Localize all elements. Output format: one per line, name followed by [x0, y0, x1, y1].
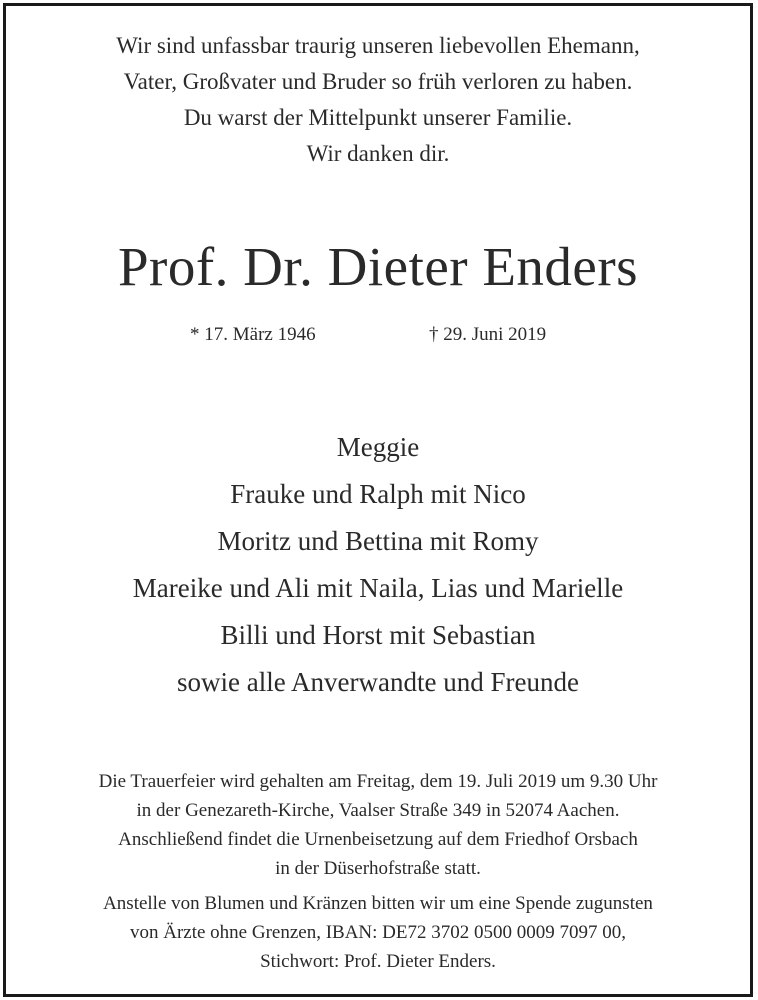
mourner-line: sowie alle Anverwandte und Freunde	[177, 667, 579, 697]
intro-line: Wir sind unfassbar traurig unseren liebevollen Ehemann,	[116, 33, 640, 58]
service-line: Die Trauerfeier wird gehalten am Freitag, dem 19. Juli 2019 um 9.30 Uhr	[98, 771, 658, 792]
mourners-list	[6, 424, 750, 706]
mourner-line: Billi und Horst mit Sebastian	[220, 620, 536, 650]
donation-request	[6, 889, 750, 976]
intro-line: Wir danken dir.	[306, 141, 450, 166]
mourner-line: Moritz und Bettina mit Romy	[217, 526, 539, 556]
birth-date: * 17. März 1946	[190, 324, 316, 345]
intro-line: Du warst der Mittelpunkt unserer Familie.	[183, 105, 573, 130]
service-line: in der Genezareth-Kirche, Vaalser Straße 349 in 52074 Aachen.	[136, 800, 620, 821]
mourner-line: Frauke und Ralph mit Nico	[230, 479, 526, 509]
intro-line: Vater, Großvater und Bruder so früh verloren zu haben.	[123, 69, 633, 94]
service-line: in der Düserhofstraße statt.	[275, 858, 481, 879]
donation-line: Anstelle von Blumen und Kränzen bitten wir um eine Spende zugunsten	[103, 893, 653, 914]
obituary-notice	[3, 3, 753, 997]
service-line: Anschließend findet die Urnenbeisetzung auf dem Friedhof Orsbach	[118, 829, 638, 850]
deceased-name: Prof. Dr. Dieter Enders	[117, 236, 639, 297]
mourner-line: Meggie	[336, 432, 420, 462]
donation-line: von Ärzte ohne Grenzen, IBAN: DE72 3702 0500 0009 7097 00,	[129, 922, 627, 943]
mourner-line: Mareike und Ali mit Naila, Lias und Marielle	[132, 573, 624, 603]
intro-text	[6, 28, 750, 172]
service-details	[6, 767, 750, 883]
death-date: † 29. Juni 2019	[429, 324, 547, 345]
donation-line: Stichwort: Prof. Dieter Enders.	[260, 951, 496, 972]
